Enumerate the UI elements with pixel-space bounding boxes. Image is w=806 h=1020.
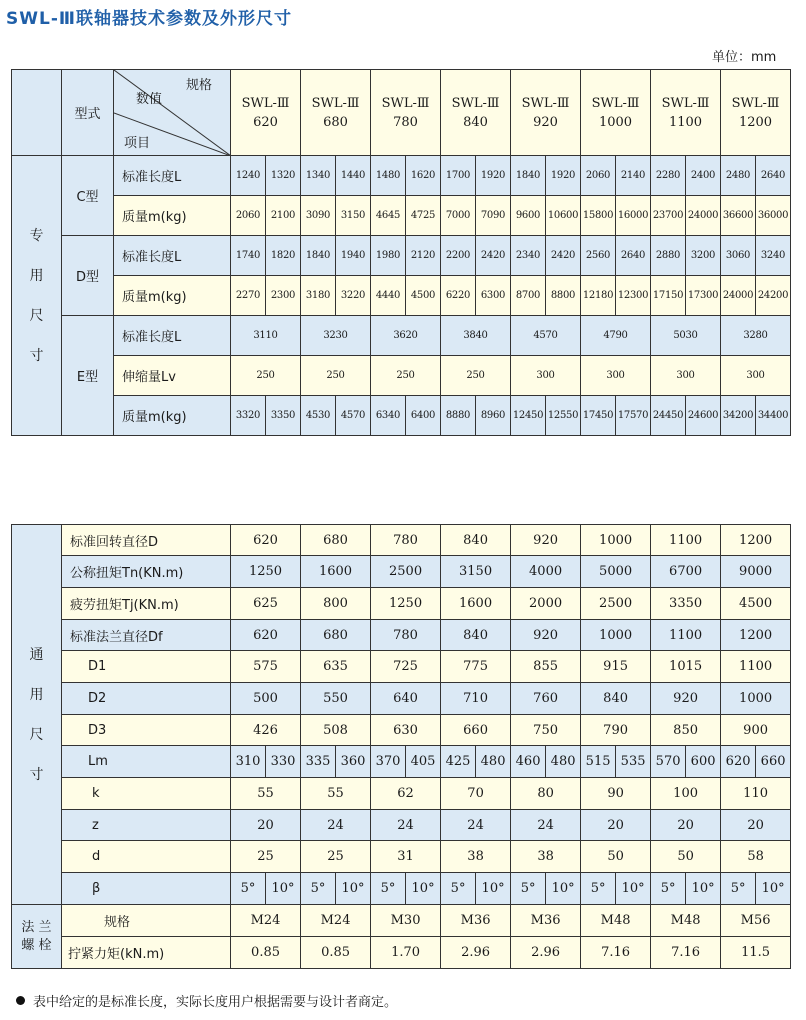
value-cell: 6300 <box>476 276 511 316</box>
value-cell: 10600 <box>546 196 581 236</box>
value-cell: 70 <box>441 778 511 810</box>
value-cell: 9600 <box>511 196 546 236</box>
value-cell: 680 <box>301 620 371 651</box>
value-cell: 1200 <box>721 525 791 556</box>
value-cell: 425 <box>441 746 476 778</box>
value-cell: 900 <box>721 715 791 746</box>
value-cell: 630 <box>371 715 441 746</box>
value-cell: 3180 <box>301 276 336 316</box>
diagonal-header-cell <box>114 70 231 156</box>
model-header: SWL-Ⅲ 620 <box>231 70 301 156</box>
value-cell: 55 <box>231 778 301 810</box>
value-cell: 12300 <box>616 276 651 316</box>
model-header: SWL-Ⅲ 680 <box>301 70 371 156</box>
unit-label: 单位：mm <box>712 50 777 65</box>
value-cell: 1840 <box>511 156 546 196</box>
model-header: SWL-Ⅲ 920 <box>511 70 581 156</box>
value-cell: 58 <box>721 841 791 873</box>
bolt-torque-row <box>12 937 791 969</box>
value-cell: M24 <box>301 905 371 937</box>
value-cell: 300 <box>581 356 651 396</box>
row-label: 标准长度L <box>114 156 231 196</box>
general-row <box>12 588 791 620</box>
value-cell: 10° <box>616 873 651 905</box>
model-header: SWL-Ⅲ 1000 <box>581 70 651 156</box>
value-cell: 535 <box>616 746 651 778</box>
value-cell: 3150 <box>441 556 511 588</box>
row-label: 公称扭矩Tn(KN.m) <box>62 556 231 588</box>
row-label: 标准长度L <box>114 236 231 276</box>
value-cell: 5000 <box>581 556 651 588</box>
value-cell: 2880 <box>651 236 686 276</box>
value-cell: M24 <box>231 905 301 937</box>
row-label: 疲劳扭矩Tj(KN.m) <box>62 588 231 620</box>
value-cell: 1340 <box>301 156 336 196</box>
value-cell: 625 <box>231 588 301 620</box>
beta-row <box>12 873 791 905</box>
value-cell: 10° <box>476 873 511 905</box>
value-cell: 840 <box>441 620 511 651</box>
type-c-label: C型 <box>62 156 114 236</box>
value-cell: 850 <box>651 715 721 746</box>
value-cell: 2300 <box>266 276 301 316</box>
c-length-row <box>12 156 791 196</box>
value-cell: 1480 <box>371 156 406 196</box>
value-cell: 17570 <box>616 396 651 436</box>
value-cell: 300 <box>511 356 581 396</box>
value-cell: 6220 <box>441 276 476 316</box>
lm-row <box>12 746 791 778</box>
value-cell: 2480 <box>721 156 756 196</box>
value-cell: 17150 <box>651 276 686 316</box>
value-cell: 50 <box>651 841 721 873</box>
value-cell: 620 <box>721 746 756 778</box>
value-cell: 2640 <box>616 236 651 276</box>
value-cell: 12180 <box>581 276 616 316</box>
value-cell: 25 <box>231 841 301 873</box>
value-cell: 725 <box>371 651 441 683</box>
page-title: SWL-Ⅲ联轴器技术参数及外形尺寸 <box>6 9 292 29</box>
value-cell: 250 <box>301 356 371 396</box>
value-cell: 2420 <box>546 236 581 276</box>
value-cell: 10° <box>686 873 721 905</box>
value-cell: 34400 <box>756 396 791 436</box>
value-cell: M48 <box>651 905 721 937</box>
value-cell: 24 <box>371 810 441 841</box>
value-cell: M30 <box>371 905 441 937</box>
value-cell: 4500 <box>721 588 791 620</box>
model-header: SWL-Ⅲ 840 <box>441 70 511 156</box>
footnote-text: 表中给定的是标准长度，实际长度用户根据需要与设计者商定。 <box>33 995 398 1010</box>
value-cell: 6400 <box>406 396 441 436</box>
row-label: z <box>62 810 231 841</box>
value-cell: 680 <box>301 525 371 556</box>
value-cell: 360 <box>336 746 371 778</box>
value-cell: 790 <box>581 715 651 746</box>
e-stretch-row <box>12 356 791 396</box>
value-cell: 335 <box>301 746 336 778</box>
value-cell: 0.85 <box>301 937 371 969</box>
value-cell: 3350 <box>651 588 721 620</box>
value-cell: 3060 <box>721 236 756 276</box>
value-cell: 1980 <box>371 236 406 276</box>
value-cell: 24 <box>511 810 581 841</box>
value-cell: 3220 <box>336 276 371 316</box>
value-cell: 90 <box>581 778 651 810</box>
value-cell: 640 <box>371 683 441 715</box>
value-cell: 915 <box>581 651 651 683</box>
value-cell: 25 <box>301 841 371 873</box>
general-row <box>12 683 791 715</box>
value-cell: 3150 <box>336 196 371 236</box>
value-cell: 24000 <box>721 276 756 316</box>
c-mass-row <box>12 196 791 236</box>
model-header: SWL-Ⅲ 1200 <box>721 70 791 156</box>
value-cell: 480 <box>476 746 511 778</box>
value-header: 数值 <box>136 92 163 107</box>
row-label: 标准长度L <box>114 316 231 356</box>
value-cell: 1600 <box>301 556 371 588</box>
value-cell: 8960 <box>476 396 511 436</box>
value-cell: 12450 <box>511 396 546 436</box>
value-cell: 4645 <box>371 196 406 236</box>
value-cell: 16000 <box>616 196 651 236</box>
value-cell: 24200 <box>756 276 791 316</box>
value-cell: 600 <box>686 746 721 778</box>
value-cell: 24600 <box>686 396 721 436</box>
value-cell: 17300 <box>686 276 721 316</box>
value-cell: 1440 <box>336 156 371 196</box>
footnote <box>16 991 397 1010</box>
value-cell: 508 <box>301 715 371 746</box>
general-side-label: 通 用 尺 寸 <box>12 525 62 905</box>
value-cell: 38 <box>441 841 511 873</box>
value-cell: 660 <box>756 746 791 778</box>
value-cell: 920 <box>511 525 581 556</box>
value-cell: 1000 <box>581 620 651 651</box>
value-cell: 800 <box>301 588 371 620</box>
value-cell: 20 <box>581 810 651 841</box>
value-cell: 5° <box>231 873 266 905</box>
value-cell: 3200 <box>686 236 721 276</box>
bullet-icon <box>16 996 25 1005</box>
general-row <box>12 651 791 683</box>
value-cell: 4570 <box>511 316 581 356</box>
value-cell: 5° <box>511 873 546 905</box>
value-cell: M48 <box>581 905 651 937</box>
value-cell: 920 <box>651 683 721 715</box>
value-cell: 3090 <box>301 196 336 236</box>
value-cell: 920 <box>511 620 581 651</box>
value-cell: 7.16 <box>651 937 721 969</box>
row-label: d <box>62 841 231 873</box>
value-cell: 7.16 <box>581 937 651 969</box>
value-cell: 3620 <box>371 316 441 356</box>
value-cell: 55 <box>301 778 371 810</box>
value-cell: 6340 <box>371 396 406 436</box>
spec-header: 规格 <box>186 78 213 93</box>
general-row <box>12 620 791 651</box>
value-cell: 1620 <box>406 156 441 196</box>
value-cell: 5° <box>441 873 476 905</box>
row-label: k <box>62 778 231 810</box>
value-cell: 3240 <box>756 236 791 276</box>
value-cell: 5° <box>651 873 686 905</box>
value-cell: 840 <box>441 525 511 556</box>
row-label: D1 <box>62 651 231 683</box>
d-length-row <box>12 236 791 276</box>
value-cell: 2.96 <box>441 937 511 969</box>
value-cell: 310 <box>231 746 266 778</box>
value-cell: 855 <box>511 651 581 683</box>
value-cell: 3230 <box>301 316 371 356</box>
value-cell: 370 <box>371 746 406 778</box>
type-e-label: E型 <box>62 316 114 436</box>
empty-corner-cell <box>12 70 62 156</box>
value-cell: 250 <box>231 356 301 396</box>
value-cell: 2280 <box>651 156 686 196</box>
row-label: β <box>62 873 231 905</box>
general-row <box>12 841 791 873</box>
value-cell: 840 <box>581 683 651 715</box>
value-cell: 1250 <box>231 556 301 588</box>
value-cell: 1.70 <box>371 937 441 969</box>
value-cell: M56 <box>721 905 791 937</box>
value-cell: 2500 <box>581 588 651 620</box>
bolt-spec-row <box>12 905 791 937</box>
value-cell: 550 <box>301 683 371 715</box>
value-cell: 10° <box>756 873 791 905</box>
value-cell: 1000 <box>581 525 651 556</box>
value-cell: 5° <box>721 873 756 905</box>
value-cell: 2000 <box>511 588 581 620</box>
value-cell: 9000 <box>721 556 791 588</box>
value-cell: 11.5 <box>721 937 791 969</box>
value-cell: 1740 <box>231 236 266 276</box>
value-cell: 2200 <box>441 236 476 276</box>
table-header-row <box>12 70 791 156</box>
value-cell: 575 <box>231 651 301 683</box>
value-cell: 570 <box>651 746 686 778</box>
value-cell: 3280 <box>721 316 791 356</box>
value-cell: 4790 <box>581 316 651 356</box>
item-header: 项目 <box>124 136 151 151</box>
value-cell: M36 <box>441 905 511 937</box>
value-cell: 24 <box>301 810 371 841</box>
value-cell: 50 <box>581 841 651 873</box>
value-cell: 4570 <box>336 396 371 436</box>
value-cell: 10° <box>406 873 441 905</box>
flange-bolt-side-label: 法 兰 螺 栓 <box>12 905 62 969</box>
value-cell: 760 <box>511 683 581 715</box>
value-cell: 62 <box>371 778 441 810</box>
value-cell: 10° <box>546 873 581 905</box>
row-label: Lm <box>62 746 231 778</box>
value-cell: 2560 <box>581 236 616 276</box>
row-label: 伸缩量Lv <box>114 356 231 396</box>
value-cell: 250 <box>371 356 441 396</box>
type-header: 型式 <box>62 70 114 156</box>
value-cell: 24 <box>441 810 511 841</box>
type-d-label: D型 <box>62 236 114 316</box>
general-row <box>12 525 791 556</box>
general-dimensions-table <box>11 524 791 969</box>
value-cell: 300 <box>721 356 791 396</box>
value-cell: 460 <box>511 746 546 778</box>
value-cell: 780 <box>371 525 441 556</box>
value-cell: 515 <box>581 746 616 778</box>
value-cell: 20 <box>231 810 301 841</box>
row-label: D3 <box>62 715 231 746</box>
value-cell: 620 <box>231 525 301 556</box>
value-cell: 38 <box>511 841 581 873</box>
value-cell: 1100 <box>721 651 791 683</box>
value-cell: 1820 <box>266 236 301 276</box>
row-label: D2 <box>62 683 231 715</box>
value-cell: 4440 <box>371 276 406 316</box>
value-cell: 2140 <box>616 156 651 196</box>
value-cell: 8800 <box>546 276 581 316</box>
value-cell: 1100 <box>651 620 721 651</box>
value-cell: 1920 <box>546 156 581 196</box>
value-cell: 1920 <box>476 156 511 196</box>
value-cell: 1940 <box>336 236 371 276</box>
value-cell: M36 <box>511 905 581 937</box>
value-cell: 1840 <box>301 236 336 276</box>
value-cell: 1600 <box>441 588 511 620</box>
value-cell: 300 <box>651 356 721 396</box>
row-label: 标准法兰直径Df <box>62 620 231 651</box>
value-cell: 710 <box>441 683 511 715</box>
value-cell: 2060 <box>581 156 616 196</box>
value-cell: 10° <box>266 873 301 905</box>
value-cell: 8880 <box>441 396 476 436</box>
value-cell: 780 <box>371 620 441 651</box>
special-dimensions-table <box>11 69 791 436</box>
value-cell: 1200 <box>721 620 791 651</box>
row-label: 质量m(kg) <box>114 396 231 436</box>
value-cell: 0.85 <box>231 937 301 969</box>
value-cell: 23700 <box>651 196 686 236</box>
general-row <box>12 810 791 841</box>
value-cell: 1015 <box>651 651 721 683</box>
model-header: SWL-Ⅲ 1100 <box>651 70 721 156</box>
value-cell: 2420 <box>476 236 511 276</box>
value-cell: 3320 <box>231 396 266 436</box>
value-cell: 4725 <box>406 196 441 236</box>
value-cell: 3110 <box>231 316 301 356</box>
value-cell: 405 <box>406 746 441 778</box>
row-label: 标准回转直径D <box>62 525 231 556</box>
value-cell: 36600 <box>721 196 756 236</box>
value-cell: 5° <box>371 873 406 905</box>
value-cell: 17450 <box>581 396 616 436</box>
value-cell: 2340 <box>511 236 546 276</box>
e-mass-row <box>12 396 791 436</box>
value-cell: 5030 <box>651 316 721 356</box>
d-mass-row <box>12 276 791 316</box>
general-row <box>12 556 791 588</box>
general-row <box>12 715 791 746</box>
value-cell: 1240 <box>231 156 266 196</box>
value-cell: 10° <box>336 873 371 905</box>
value-cell: 2100 <box>266 196 301 236</box>
value-cell: 24000 <box>686 196 721 236</box>
value-cell: 1320 <box>266 156 301 196</box>
row-label: 拧紧力矩(kN.m) <box>62 937 231 969</box>
value-cell: 36000 <box>756 196 791 236</box>
value-cell: 480 <box>546 746 581 778</box>
model-header: SWL-Ⅲ 780 <box>371 70 441 156</box>
value-cell: 3840 <box>441 316 511 356</box>
value-cell: 500 <box>231 683 301 715</box>
value-cell: 7090 <box>476 196 511 236</box>
row-label: 规格 <box>62 905 231 937</box>
value-cell: 2640 <box>756 156 791 196</box>
value-cell: 2120 <box>406 236 441 276</box>
value-cell: 24450 <box>651 396 686 436</box>
value-cell: 31 <box>371 841 441 873</box>
value-cell: 426 <box>231 715 301 746</box>
value-cell: 110 <box>721 778 791 810</box>
value-cell: 2270 <box>231 276 266 316</box>
value-cell: 1100 <box>651 525 721 556</box>
value-cell: 4500 <box>406 276 441 316</box>
value-cell: 6700 <box>651 556 721 588</box>
value-cell: 12550 <box>546 396 581 436</box>
value-cell: 3350 <box>266 396 301 436</box>
row-label: 质量m(kg) <box>114 196 231 236</box>
value-cell: 2400 <box>686 156 721 196</box>
value-cell: 330 <box>266 746 301 778</box>
value-cell: 1250 <box>371 588 441 620</box>
value-cell: 2.96 <box>511 937 581 969</box>
value-cell: 1700 <box>441 156 476 196</box>
row-label: 质量m(kg) <box>114 276 231 316</box>
value-cell: 660 <box>441 715 511 746</box>
e-length-row <box>12 316 791 356</box>
general-row <box>12 778 791 810</box>
value-cell: 2500 <box>371 556 441 588</box>
value-cell: 20 <box>651 810 721 841</box>
special-side-label: 专 用 尺 寸 <box>12 156 62 436</box>
value-cell: 250 <box>441 356 511 396</box>
value-cell: 100 <box>651 778 721 810</box>
value-cell: 80 <box>511 778 581 810</box>
value-cell: 4530 <box>301 396 336 436</box>
value-cell: 1000 <box>721 683 791 715</box>
value-cell: 15800 <box>581 196 616 236</box>
value-cell: 7000 <box>441 196 476 236</box>
value-cell: 775 <box>441 651 511 683</box>
value-cell: 750 <box>511 715 581 746</box>
value-cell: 5° <box>581 873 616 905</box>
value-cell: 5° <box>301 873 336 905</box>
value-cell: 4000 <box>511 556 581 588</box>
value-cell: 2060 <box>231 196 266 236</box>
value-cell: 8700 <box>511 276 546 316</box>
value-cell: 34200 <box>721 396 756 436</box>
value-cell: 20 <box>721 810 791 841</box>
value-cell: 620 <box>231 620 301 651</box>
value-cell: 635 <box>301 651 371 683</box>
